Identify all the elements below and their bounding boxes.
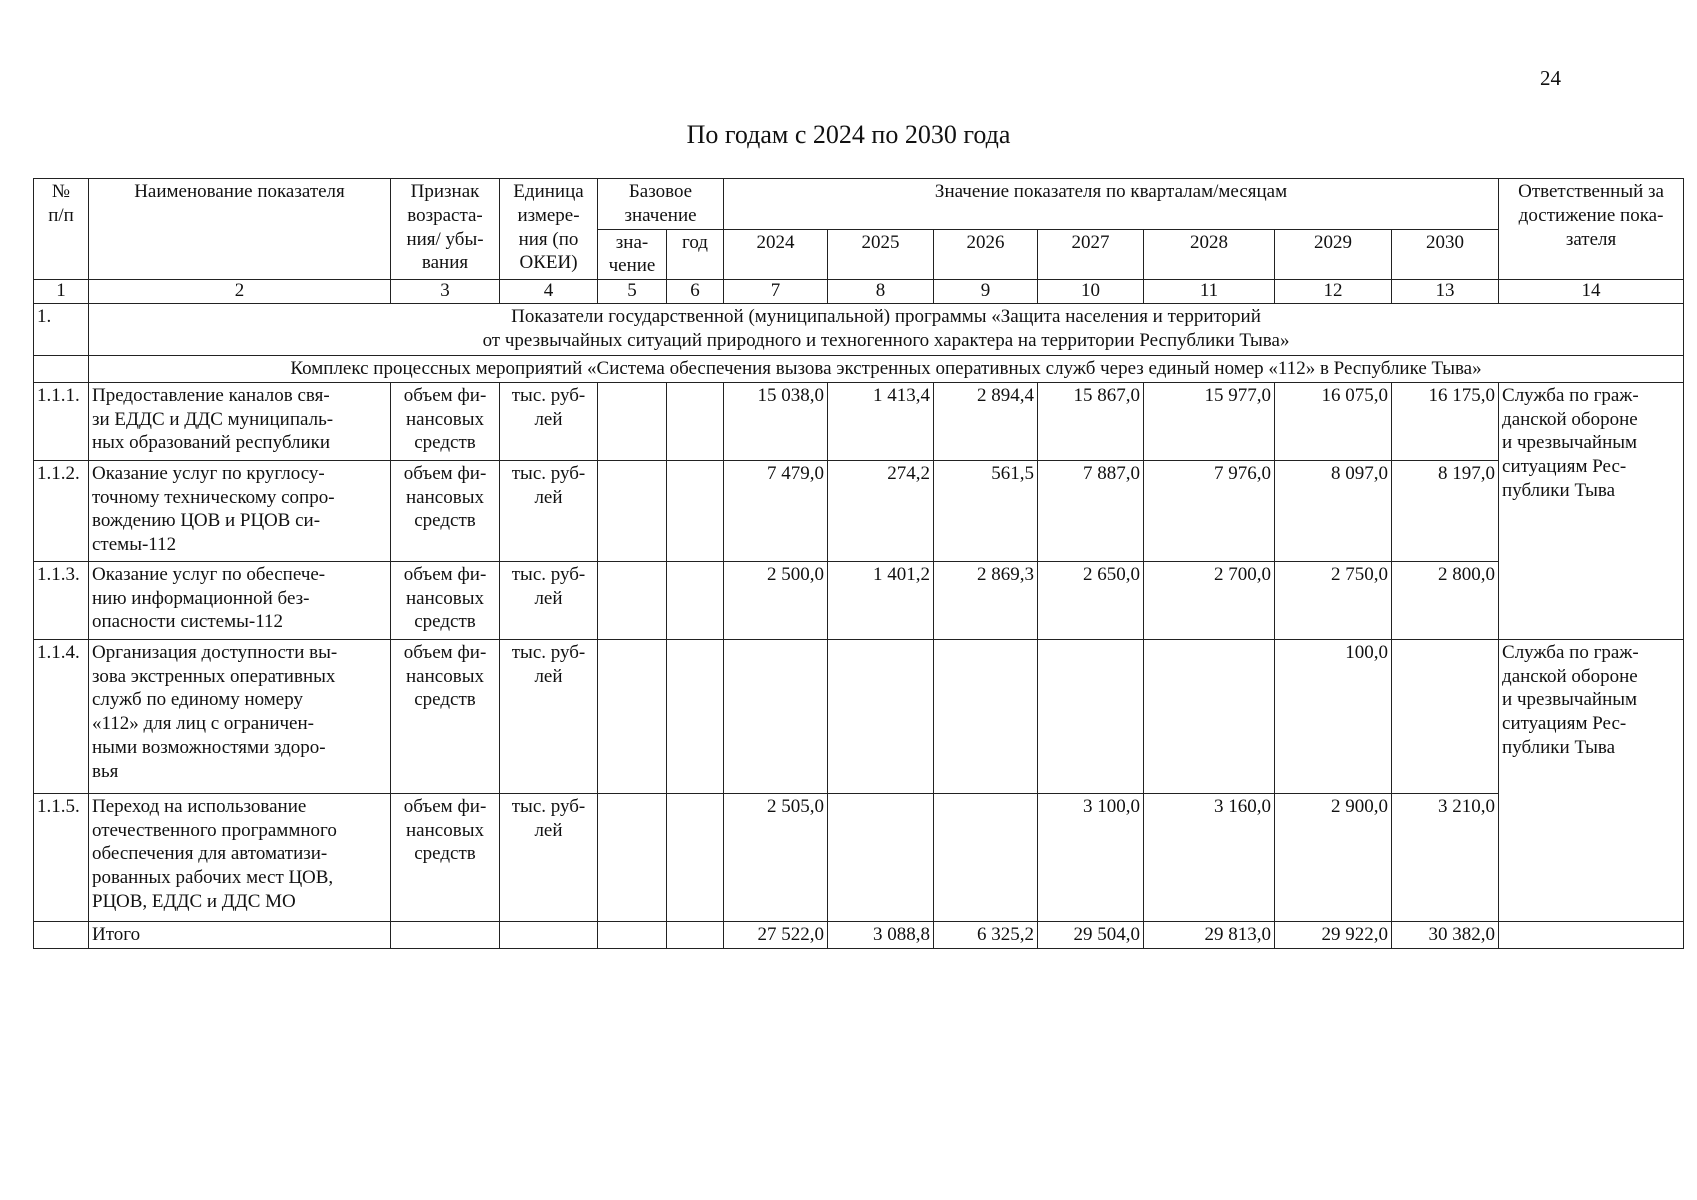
row-no: 1.1.3. [34,561,89,639]
row-value [1392,639,1499,793]
row-value: 100,0 [1275,639,1392,793]
row-value: 1 413,4 [828,382,934,460]
column-number: 1 [34,280,89,304]
row-no: 1.1.5. [34,793,89,921]
row-value: 2 650,0 [1038,561,1144,639]
row-value: 15 867,0 [1038,382,1144,460]
row-value: 2 500,0 [724,561,828,639]
row-base-year [667,639,724,793]
total-value: 30 382,0 [1392,921,1499,948]
section-row [34,304,1684,356]
row-value: 7 479,0 [724,460,828,561]
header-no: № п/п [34,179,89,280]
column-number: 2 [89,280,391,304]
header-base-value: зна- чение [598,229,667,280]
row-value: 2 900,0 [1275,793,1392,921]
section-no: 1. [34,304,89,356]
row-value: 15 977,0 [1144,382,1275,460]
header-year: 2025 [828,229,934,280]
table-row [34,460,1684,561]
header-unit: Единица измере- ния (по ОКЕИ) [500,179,598,280]
row-base-year [667,793,724,921]
row-value: 2 894,4 [934,382,1038,460]
indicators-table [33,178,1684,949]
row-base-year [667,561,724,639]
table-row [34,793,1684,921]
row-value: 1 401,2 [828,561,934,639]
row-value: 2 505,0 [724,793,828,921]
complex-title: Комплекс процессных мероприятий «Система обеспечения вызова экстренных оперативных служб через единый номер «112» в Республике Тыва» [89,356,1684,383]
row-value: 15 038,0 [724,382,828,460]
header-sign: Признак возраста- ния/ убы- вания [391,179,500,280]
header-year: 2029 [1275,229,1392,280]
header-responsible: Ответственный за достижение пока- зателя [1499,179,1684,280]
header-year: 2028 [1144,229,1275,280]
section-title: Показатели государственной (муниципальной) программы «Защита населения и территорий от чрезвычайных ситуаций природного и техногенного характера на территории Республики Тыва» [89,304,1684,356]
complex-row [34,356,1684,383]
row-value [1038,639,1144,793]
row-value [1144,639,1275,793]
total-value: 6 325,2 [934,921,1038,948]
column-number: 8 [828,280,934,304]
row-value: 2 700,0 [1144,561,1275,639]
header-year: 2024 [724,229,828,280]
row-value: 2 750,0 [1275,561,1392,639]
row-base-year [667,460,724,561]
row-value: 8 197,0 [1392,460,1499,561]
header-year: 2030 [1392,229,1499,280]
row-unit: тыс. руб- лей [500,382,598,460]
total-value: 3 088,8 [828,921,934,948]
row-value [934,639,1038,793]
row-no: 1.1.1. [34,382,89,460]
row-no: 1.1.4. [34,639,89,793]
column-number: 14 [1499,280,1684,304]
row-value: 16 175,0 [1392,382,1499,460]
column-numbers-row [34,280,1684,304]
row-base-value [598,639,667,793]
column-number: 13 [1392,280,1499,304]
row-base-value [598,561,667,639]
row-value: 3 210,0 [1392,793,1499,921]
row-unit: тыс. руб- лей [500,793,598,921]
row-value [828,639,934,793]
table-row [34,382,1684,460]
row-sign: объем фи- нансовых средств [391,639,500,793]
row-name: Оказание услуг по обеспече- нию информационной без- опасности системы-112 [89,561,391,639]
row-value: 2 800,0 [1392,561,1499,639]
row-value: 3 160,0 [1144,793,1275,921]
row-sign: объем фи- нансовых средств [391,793,500,921]
table-row [34,561,1684,639]
row-value: 8 097,0 [1275,460,1392,561]
header-base-year: год [667,229,724,280]
row-unit: тыс. руб- лей [500,460,598,561]
row-name: Организация доступности вы- зова экстренных оперативных служб по единому номеру «112» для лиц с ограничен- ными возможностями здоро- вья [89,639,391,793]
column-number: 10 [1038,280,1144,304]
page-title: По годам с 2024 по 2030 года [686,120,1011,149]
total-value: 29 922,0 [1275,921,1392,948]
total-label: Итого [89,921,391,948]
row-value: 7 976,0 [1144,460,1275,561]
total-row [34,921,1684,948]
row-no: 1.1.2. [34,460,89,561]
row-base-value [598,382,667,460]
total-value: 27 522,0 [724,921,828,948]
row-base-value [598,460,667,561]
row-value: 7 887,0 [1038,460,1144,561]
total-value: 29 813,0 [1144,921,1275,948]
row-value [724,639,828,793]
column-number: 6 [667,280,724,304]
responsible-cell: Служба по граж- данской обороне и чрезвычайным ситуациям Рес- публики Тыва [1499,639,1684,921]
row-unit: тыс. руб- лей [500,639,598,793]
column-number: 3 [391,280,500,304]
responsible-cell: Служба по граж- данской обороне и чрезвычайным ситуациям Рес- публики Тыва [1499,382,1684,639]
total-value: 29 504,0 [1038,921,1144,948]
header-base: Базовое значение [598,179,724,230]
column-number: 7 [724,280,828,304]
row-sign: объем фи- нансовых средств [391,561,500,639]
row-value: 274,2 [828,460,934,561]
column-number: 5 [598,280,667,304]
row-name: Оказание услуг по круглосу- точному техническому сопро- вождению ЦОВ и РЦОВ си- стемы-112 [89,460,391,561]
table-row [34,639,1684,793]
row-value: 2 869,3 [934,561,1038,639]
row-value: 561,5 [934,460,1038,561]
page-number: 24 [1540,66,1561,90]
row-sign: объем фи- нансовых средств [391,382,500,460]
row-value: 3 100,0 [1038,793,1144,921]
header-name: Наименование показателя [89,179,391,280]
row-value [828,793,934,921]
header-year: 2027 [1038,229,1144,280]
row-unit: тыс. руб- лей [500,561,598,639]
row-name: Переход на использование отечественного программного обеспечения для автоматизи- рованных рабочих мест ЦОВ, РЦОВ, ЕДДС и ДДС МО [89,793,391,921]
row-sign: объем фи- нансовых средств [391,460,500,561]
row-base-value [598,793,667,921]
row-value: 16 075,0 [1275,382,1392,460]
row-base-year [667,382,724,460]
column-number: 12 [1275,280,1392,304]
column-number: 9 [934,280,1038,304]
column-number: 4 [500,280,598,304]
column-number: 11 [1144,280,1275,304]
row-value [934,793,1038,921]
header-year: 2026 [934,229,1038,280]
row-name: Предоставление каналов свя- зи ЕДДС и ДДС муниципаль- ных образований республики [89,382,391,460]
header-values: Значение показателя по кварталам/месяцам [724,179,1499,230]
